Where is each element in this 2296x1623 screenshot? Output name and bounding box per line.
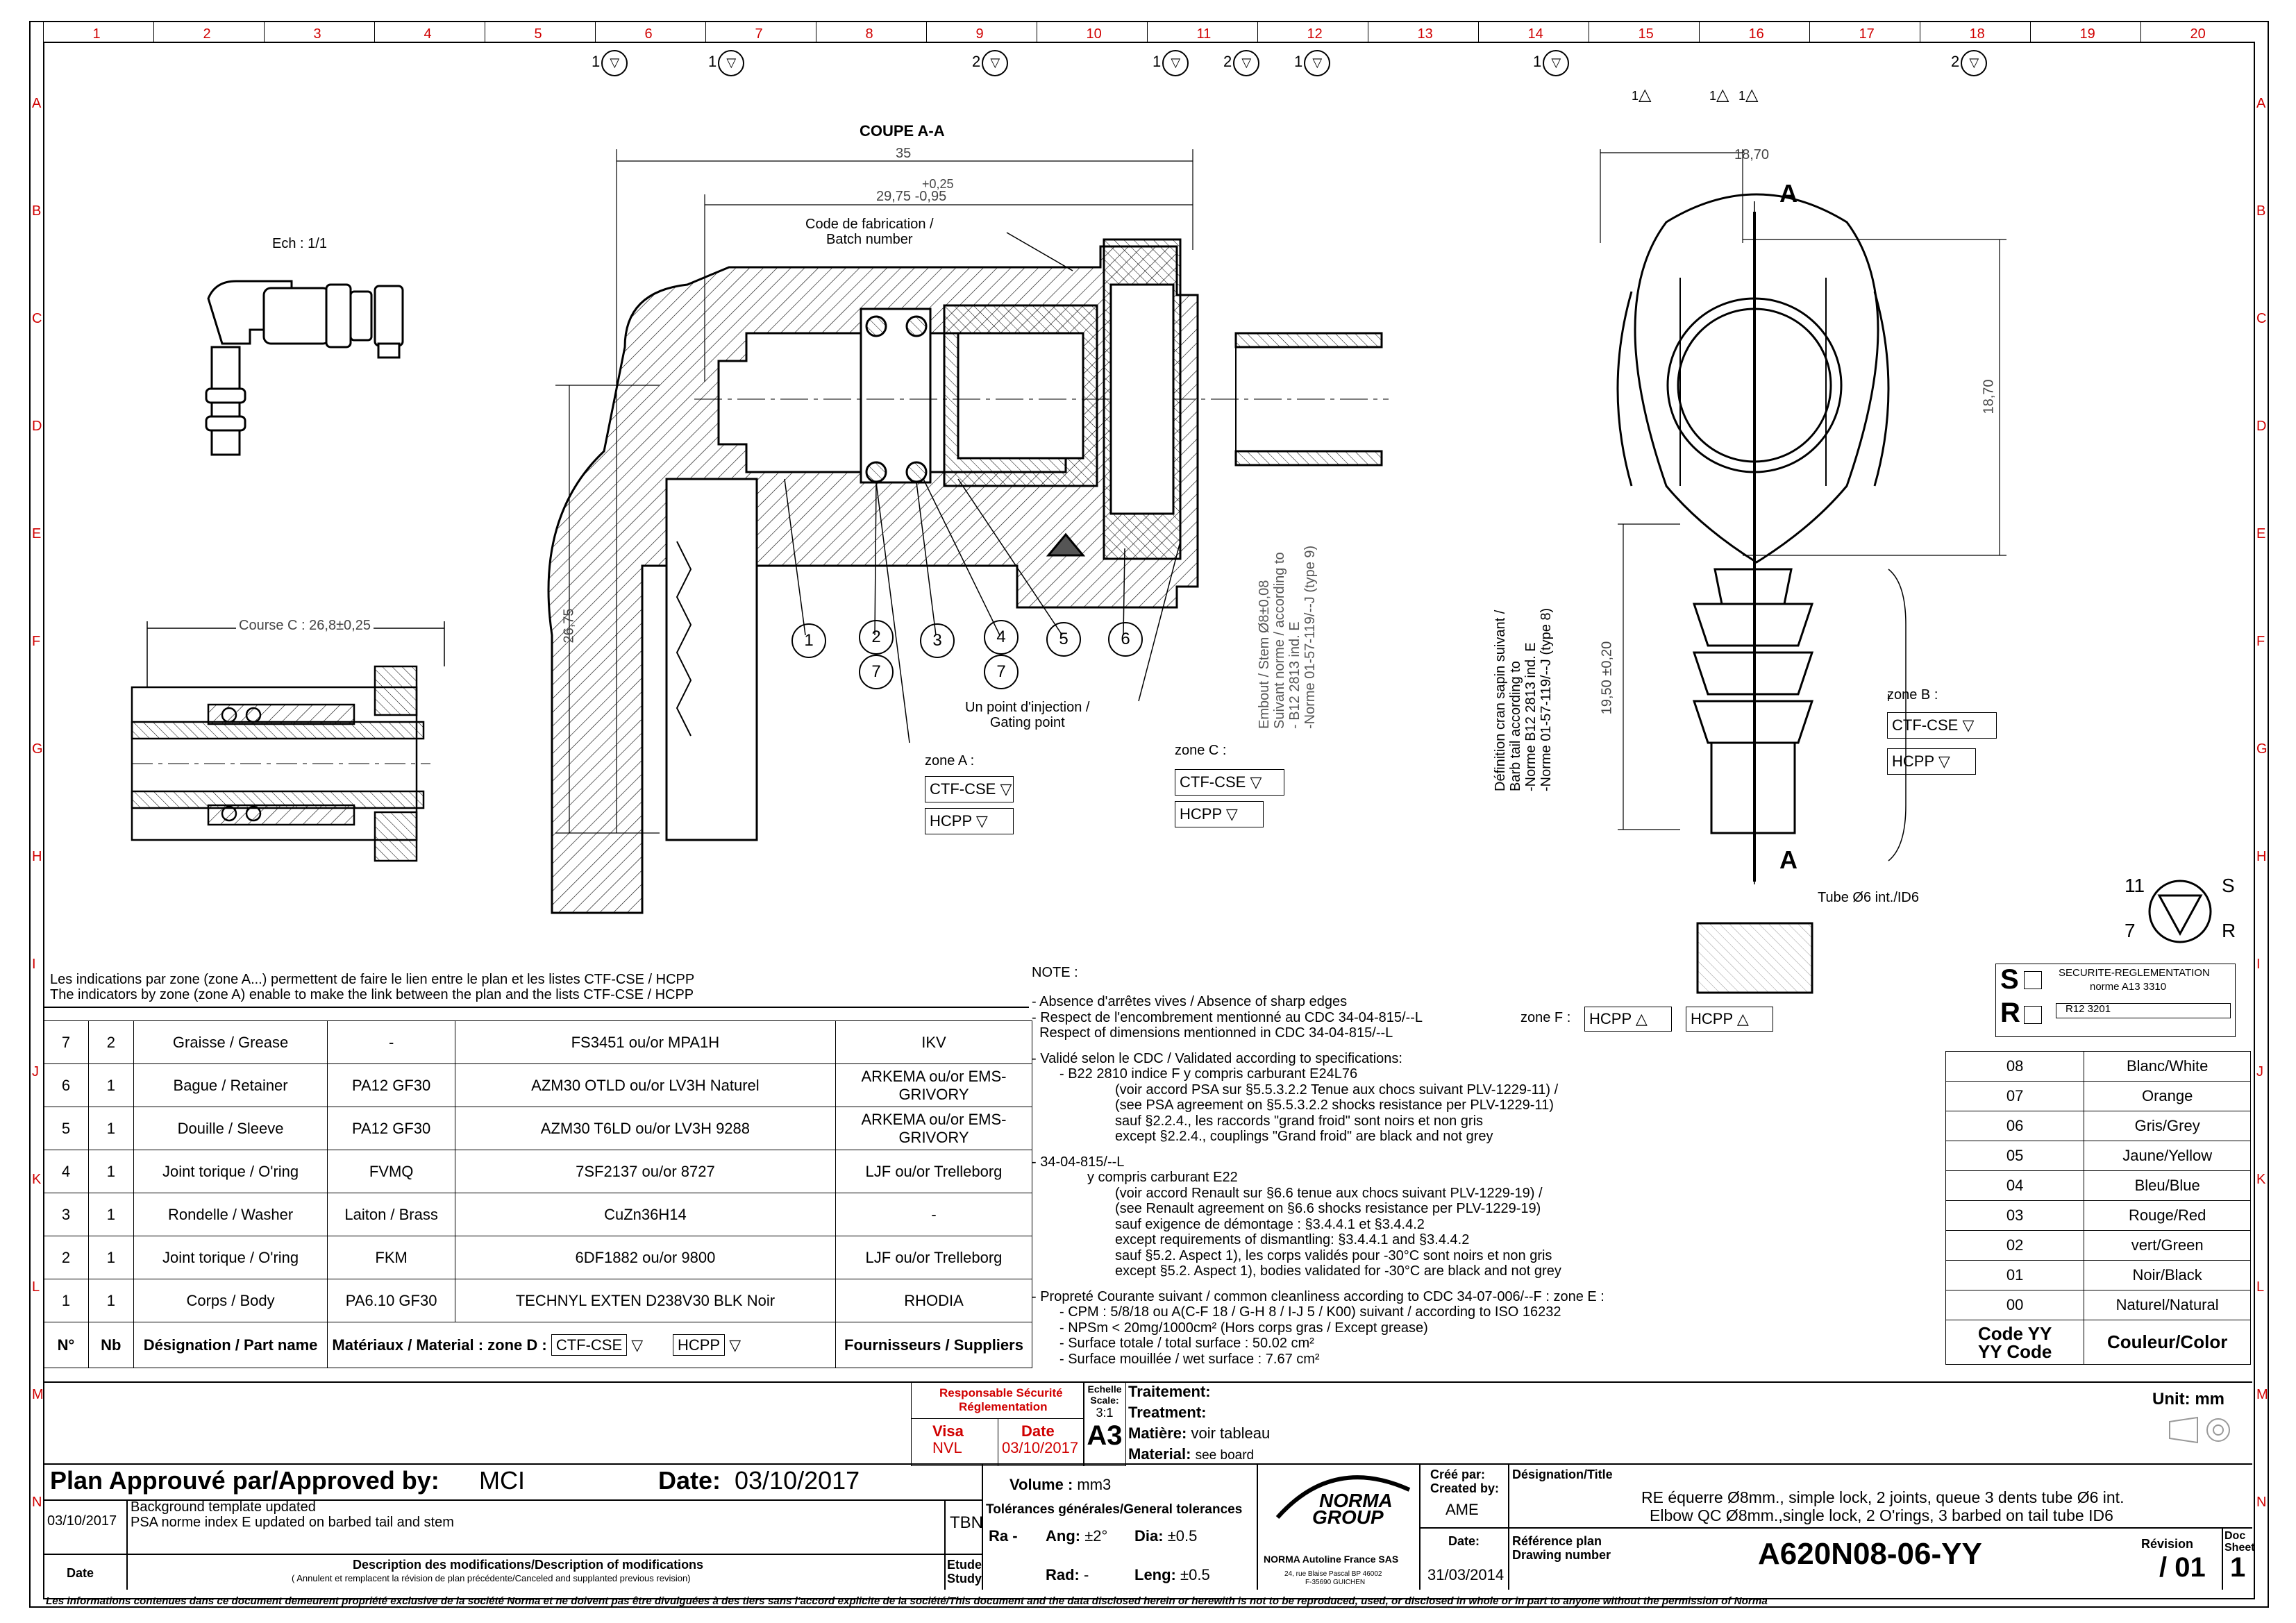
grid-col-1: 1	[92, 26, 101, 42]
zone-c-hcpp: HCPP ▽	[1175, 801, 1264, 827]
balloon-6: 6	[1108, 622, 1143, 657]
note-line: sauf exigence de démontage : §3.4.4.1 et §3.4.4.2	[1115, 1216, 1425, 1232]
grid-col-17: 17	[1859, 26, 1875, 42]
note-line: except §5.2. Aspect 1), bodies validated for -30°C are black and not grey	[1115, 1263, 1561, 1279]
note-line: y compris carburant E22	[1087, 1170, 1238, 1185]
section-a-bottom: A	[1779, 846, 1798, 874]
rev-marker: 1 ▽	[1294, 50, 1330, 76]
grid-col-15: 15	[1638, 26, 1654, 42]
grid-row-N: N	[2256, 1495, 2267, 1510]
table-row: 04 Bleu/Blue	[1946, 1171, 2251, 1201]
grid-col-9: 9	[975, 26, 984, 42]
grid-row-K: K	[2256, 1172, 2266, 1187]
table-row: 03 Rouge/Red	[1946, 1201, 2251, 1231]
resp-box: Responsable Sécurité Réglementation Visa NVL Date 03/10/2017	[911, 1381, 1084, 1466]
sr-7: 7	[2125, 920, 2136, 941]
ref-label: Référence plan Drawing number	[1512, 1534, 1611, 1562]
note-line: (see PSA agreement on §5.5.3.2.2 shocks resistance per PLV-1229-11)	[1115, 1098, 1554, 1113]
grid-col-5: 5	[534, 26, 542, 42]
notes-title: NOTE :	[1032, 965, 1078, 980]
tol-rad: Rad: -	[1046, 1566, 1089, 1583]
rev-marker: 2 ▽	[972, 50, 1008, 76]
note-line: (see Renault agreement on §6.6 shocks resistance per PLV-1229-19)	[1115, 1201, 1541, 1216]
created-date-label: Date:	[1448, 1534, 1480, 1548]
table-row: 00 Naturel/Natural	[1946, 1290, 2251, 1320]
title-en: Elbow QC Ø8mm.,single lock, 2 O'rings, 3 barbed on tail tube ID6	[1650, 1506, 2113, 1524]
sr-s: S	[2222, 875, 2235, 896]
sr-11: 11	[2125, 875, 2145, 896]
note-line: - Respect de l'encombrement mentionné au CDC 34-04-815/--L	[1032, 1009, 1423, 1025]
confidential-note: Les informations contenues dans ce document demeurent propriété exclusive de la société Norma et ne doivent pas être divulguées à des tiers sans l'accord explicite de la société/This document and the data disclosed herein or herewith is not to be reproduced, used, or disclosed in whole or in part to anyone without the permission of Norma	[46, 1595, 1768, 1607]
note-line: - Propreté Courante suivant / common cleanliness according to CDC 34-07-006/--F : zone E :	[1032, 1288, 1604, 1304]
grid-row-C: C	[32, 311, 42, 326]
grid-col-14: 14	[1527, 26, 1543, 42]
balloon-7b: 7	[984, 655, 1019, 689]
tol-leng: Leng: ±0.5	[1134, 1566, 1210, 1583]
note-line: except requirements of dismantling: §3.4.4.1 and §3.4.4.2	[1115, 1232, 1470, 1247]
grid-row-B: B	[2256, 203, 2266, 219]
note-line: - Validé selon le CDC / Validated according to specifications:	[1032, 1050, 1402, 1066]
approved-value: MCI	[479, 1466, 525, 1495]
grid-row-F: F	[32, 634, 41, 649]
note-line: - CPM : 5/8/18 ou A(C-F 18 / G-H 8 / I-J 5 / K00) suivant / according to ISO 16232	[1059, 1304, 1561, 1320]
approved-top	[43, 1463, 2252, 1465]
mod-bottom	[43, 1554, 982, 1555]
grid-row-D: D	[32, 419, 42, 434]
doc-value: 1	[2230, 1552, 2246, 1583]
zone-c-label: zone C :	[1175, 743, 1227, 758]
grid-row-G: G	[32, 741, 43, 757]
tol-title: Tolérances générales/General tolerances	[986, 1502, 1243, 1517]
table-row: 06 Gris/Grey	[1946, 1111, 2251, 1141]
tol-dia: Dia: ±0.5	[1134, 1527, 1198, 1545]
designation-label: Désignation/Title	[1512, 1468, 1613, 1481]
grid-row-J: J	[2256, 1064, 2263, 1079]
grid-row-L: L	[32, 1279, 40, 1295]
table-row: 4 1 Joint torique / O'ring FVMQ 7SF2137 ou/or 8727 LJF ou/or Trelleborg	[44, 1150, 1032, 1193]
created-date-value: 31/03/2014	[1427, 1566, 1505, 1583]
table-row: 05 Jaune/Yellow	[1946, 1141, 2251, 1171]
table-row: 01 Noir/Black	[1946, 1261, 2251, 1290]
grid-row-E: E	[32, 526, 42, 541]
dim-35: 35	[896, 146, 912, 161]
grid-col-6: 6	[644, 26, 653, 42]
created-label: Créé par: Created by:	[1430, 1468, 1500, 1495]
grid-row-K: K	[32, 1172, 42, 1187]
course-label: Course C : 26,8±0,25	[236, 618, 374, 634]
grid-col-10: 10	[1086, 26, 1102, 42]
mod-date: 03/10/2017	[47, 1513, 117, 1529]
tol-ang: Ang: ±2°	[1046, 1527, 1108, 1545]
treatment-box: Traitement: Treatment: Matière: voir tableau Material: see board	[1128, 1383, 1271, 1463]
grid-row-A: A	[32, 96, 42, 111]
doc-left	[2222, 1527, 2223, 1590]
grid-row-I: I	[32, 957, 36, 972]
zone-b-ctf: CTF-CSE ▽	[1887, 712, 1997, 739]
grid-col-11: 11	[1196, 26, 1212, 42]
grid-col-3: 3	[313, 26, 321, 42]
rev-marker: 1 ▽	[592, 50, 628, 76]
grid-col-7: 7	[755, 26, 763, 42]
grid-col-2: 2	[203, 26, 211, 42]
zone-b-label: zone B :	[1887, 687, 1938, 703]
grid-row-D: D	[2256, 419, 2267, 434]
grid-row-H: H	[2256, 849, 2267, 864]
approved-date-label: Date:	[658, 1466, 721, 1495]
note-line: (voir accord Renault sur §6.6 tenue aux chocs suivant PLV-1229-19) /	[1115, 1185, 1543, 1201]
note-line: Respect of dimensions mentionned in CDC 34-04-815/--L	[1032, 1025, 1393, 1041]
balloon-2: 2	[859, 620, 894, 655]
title-sep	[1508, 1527, 2252, 1529]
color-table: 08 Blanc/White 07 Orange 06 Gris/Grey 05 Jaune/Yellow 04 Bleu/Blue 03 Rouge/Red 02 vert/Green 01 Noir/Black 00 Naturel/Natural Code YY YY Code Couleur/Color	[1945, 1051, 2251, 1365]
grid-col-8: 8	[865, 26, 873, 42]
rev-marker: 1 ▽	[708, 50, 744, 76]
zone-f-hcpp2: HCPP △	[1584, 1007, 1672, 1032]
note-line: sauf §2.2.4., les raccords "grand froid" sont noirs et non gris	[1115, 1113, 1484, 1129]
rev-triangle: 1△	[1632, 85, 1652, 104]
injection-label: Un point d'injection / Gating point	[965, 700, 1090, 730]
course-view	[132, 621, 444, 861]
grid-row-C: C	[2256, 311, 2267, 326]
rev-marker: 2 ▽	[1951, 50, 1987, 76]
notes-body	[1032, 994, 1865, 1367]
rev-triangle: 1△	[1709, 85, 1729, 104]
dim-1870-h: 18,70	[1734, 147, 1770, 162]
rev-marker: 1 ▽	[1533, 50, 1569, 76]
table-row: 1 1 Corps / Body PA6.10 GF30 TECHNYL EXTEN D238V30 BLK Noir RHODIA	[44, 1279, 1032, 1322]
dim-1950: 19,50 ±0,20	[1599, 641, 1615, 715]
address-1: 24, rue Blaise Pascal BP 46002	[1284, 1570, 1382, 1578]
scale-label: Ech : 1/1	[272, 236, 327, 251]
note-line: except §2.2.4., couplings "Grand froid" are black and not grey	[1115, 1129, 1493, 1144]
grid-row-J: J	[32, 1064, 39, 1079]
balloon-4: 4	[984, 620, 1019, 655]
note-line: - NPSm < 20mg/1000cm² (Hors corps gras / Except grease)	[1059, 1320, 1428, 1336]
grid-row-A: A	[2256, 96, 2266, 111]
zone-intro: Les indications par zone (zone A...) permettent de faire le lien entre le plan et les listes CTF-CSE / HCPP The indicators by zone (zone A) enable to make the link between the plan and the lists CTF-CSE / HCPP	[50, 972, 695, 1002]
grid-col-4: 4	[424, 26, 432, 42]
barb-label: Définition cran sapin suivant / Barb tail according to -Norme B12 2813 ind. E -Norme 01-57-119/--J (type 8)	[1493, 607, 1554, 791]
iso-view	[206, 281, 403, 455]
mod-col2	[944, 1499, 946, 1590]
mod-col3	[982, 1463, 983, 1590]
company: NORMA Autoline France SAS	[1264, 1554, 1399, 1565]
securite-box: S R SECURITE-REGLEMENTATION norme A13 3310 R12 3201	[1995, 964, 2236, 1037]
note-line: - B22 2810 indice F y compris carburant E24L76	[1059, 1066, 1358, 1082]
title-fr: RE équerre Ø8mm., simple lock, 2 joints, queue 3 dents tube Ø6 int.	[1641, 1488, 2125, 1506]
zone-b-hcpp: HCPP ▽	[1887, 748, 1976, 775]
coupe-title: COUPE A-A	[860, 122, 945, 140]
mod-date-col: Date	[67, 1566, 94, 1580]
table-row: 07 Orange	[1946, 1082, 2251, 1111]
table-row: 7 2 Graisse / Grease - FS3451 ou/or MPA1H IKV	[44, 1021, 1032, 1064]
mod-desc-sub: ( Annulent et remplacent la révision de plan précédente/Canceled and supplanted previous revision)	[292, 1573, 691, 1583]
note-line: - Surface totale / total surface : 50.02 cm²	[1059, 1336, 1314, 1351]
grid-col-13: 13	[1417, 26, 1433, 42]
grid-col-20: 20	[2190, 26, 2206, 42]
grid-col-16: 16	[1748, 26, 1764, 42]
rev-triangle: 1△	[1738, 85, 1759, 104]
doc-label: Doc Sheet	[2224, 1530, 2255, 1554]
created-value: AME	[1446, 1501, 1479, 1518]
grid-row-L: L	[2256, 1279, 2265, 1295]
title-left	[1508, 1463, 1509, 1590]
note-line: - Absence d'arrêtes vives / Absence of sharp edges	[1032, 994, 1348, 1009]
mod-col1	[126, 1499, 128, 1590]
tol-ra: Ra -	[989, 1527, 1018, 1545]
sr-symbol	[2150, 881, 2211, 942]
right-view	[1600, 149, 2006, 993]
grid-row-E: E	[2256, 526, 2266, 541]
grid-col-18: 18	[1969, 26, 1985, 42]
dim-1870-v: 18,70	[1981, 379, 1997, 414]
embout-label: Embout / Stem Ø8±0,08 Suivant norme / according to - B12 2813 ind. E -Norme 01-57-119/--J (type 9)	[1257, 545, 1318, 729]
unit-label: Unit: mm	[2152, 1390, 2224, 1408]
zone-a-ctf: CTF-CSE ▽	[925, 776, 1014, 802]
grid-row-I: I	[2256, 957, 2261, 972]
mod-desc: Background template updated PSA norme index E updated on barbed tail and stem	[131, 1499, 454, 1530]
table-row: 5 1 Douille / Sleeve PA12 GF30 AZM30 T6LD ou/or LV3H 9288 ARKEMA ou/or EMS-GRIVORY	[44, 1107, 1032, 1150]
zone-a-hcpp: HCPP ▽	[925, 808, 1014, 834]
balloon-5: 5	[1046, 622, 1081, 657]
approved-label: Plan Approuvé par/Approved by:	[50, 1466, 439, 1495]
table-row: 3 1 Rondelle / Washer Laiton / Brass CuZn36H14 -	[44, 1193, 1032, 1236]
grid-row-M: M	[2256, 1387, 2268, 1402]
created-sep	[1419, 1527, 1508, 1529]
grid-col-12: 12	[1307, 26, 1323, 42]
tube-label: Tube Ø6 int./ID6	[1818, 890, 1919, 905]
zone-f-label: zone F :	[1520, 1010, 1571, 1025]
zone-f-hcpp3: HCPP △	[1686, 1007, 1773, 1032]
table-row: 6 1 Bague / Retainer PA12 GF30 AZM30 OTLD ou/or LV3H Naturel ARKEMA ou/or EMS-GRIVORY	[44, 1064, 1032, 1107]
sr-r: R	[2222, 920, 2236, 941]
table-row: 08 Blanc/White	[1946, 1052, 2251, 1082]
zone-c-ctf: CTF-CSE ▽	[1175, 769, 1284, 796]
note-line: - 34-04-815/--L	[1032, 1154, 1125, 1170]
mod-desc-col: Description des modifications/Description of modifications	[353, 1558, 704, 1572]
dim-2975-tol: +0,25	[922, 177, 954, 191]
balloon-1: 1	[791, 623, 826, 658]
batch-label: Code de fabrication / Batch number	[805, 217, 934, 247]
logo-left	[1257, 1463, 1258, 1590]
note-line: sauf §5.2. Aspect 1), les corps validés pour -30°C sont noirs et non gris	[1115, 1247, 1552, 1263]
address-2: F-35690 GUICHEN	[1305, 1579, 1366, 1586]
revision-value: / 01	[2159, 1552, 2206, 1583]
balloon-7a: 7	[859, 655, 894, 689]
balloon-3: 3	[920, 623, 955, 658]
created-left	[1419, 1463, 1421, 1590]
scale-box: Echelle Scale: 3:1 A3	[1083, 1381, 1126, 1466]
table-header: N° Nb Désignation / Part name Matériaux / Material : zone D : CTF-CSE ▽ HCPP ▽ Fournisseurs / Suppliers	[44, 1322, 1032, 1368]
revision-label: Révision	[2141, 1537, 2194, 1551]
tbn: TBN	[950, 1513, 983, 1532]
notes-divider	[43, 1007, 1029, 1008]
section-a-top: A	[1779, 179, 1798, 208]
grid-row-B: B	[32, 203, 42, 219]
dim-2675: 26,75	[561, 608, 577, 644]
note-line: - Surface mouillée / wet surface : 7.67 cm²	[1059, 1351, 1320, 1367]
zone-a-label: zone A :	[925, 753, 975, 768]
bill-of-materials	[43, 1020, 1032, 1368]
table-row: 2 1 Joint torique / O'ring FKM 6DF1882 ou/or 9800 LJF ou/or Trelleborg	[44, 1236, 1032, 1279]
approved-date-value: 03/10/2017	[735, 1466, 860, 1495]
rev-marker: 1 ▽	[1153, 50, 1189, 76]
grid-col-19: 19	[2079, 26, 2095, 42]
note-line: (voir accord PSA sur §5.5.3.2.2 Tenue aux chocs suivant PLV-1229-11) /	[1115, 1082, 1559, 1098]
norma-logo: NORMA GROUP	[1271, 1469, 1416, 1538]
grid-row-H: H	[32, 849, 42, 864]
drawing-number: A620N08-06-YY	[1758, 1537, 1982, 1571]
table-row: 02 vert/Green	[1946, 1231, 2251, 1261]
grid-row-G: G	[2256, 741, 2268, 757]
volume-label: Volume : mm3	[1009, 1476, 1112, 1493]
grid-row-M: M	[32, 1387, 44, 1402]
grid-row-F: F	[2256, 634, 2265, 649]
grid-row-N: N	[32, 1495, 42, 1510]
dim-2975: 29,75 -0,95	[876, 189, 947, 204]
rev-marker: 2 ▽	[1223, 50, 1259, 76]
etude: Etude Study	[947, 1558, 982, 1586]
projection-symbol	[2166, 1416, 2236, 1444]
